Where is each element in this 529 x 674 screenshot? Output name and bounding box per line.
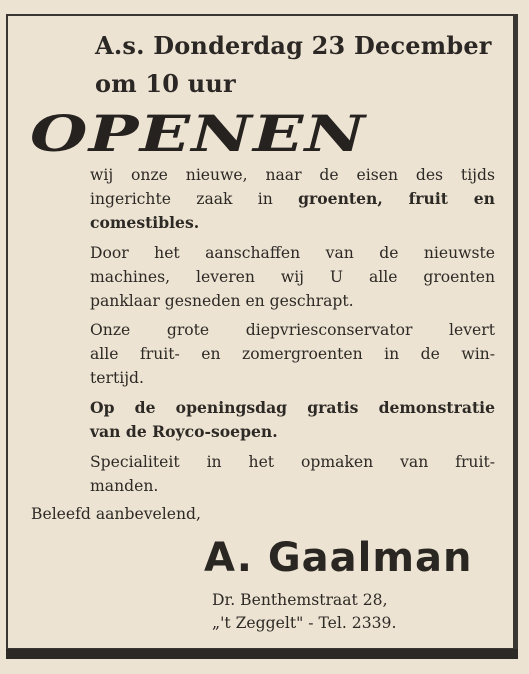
text-line: [90, 187, 495, 211]
time-heading: om 10 uur: [95, 69, 236, 98]
paragraph-speciality: [90, 450, 495, 498]
openen-headline: OPENEN: [30, 104, 367, 163]
closing-line: Beleefd aanbevelend,: [31, 505, 201, 523]
address-street: Dr. Benthemstraat 28,: [212, 591, 388, 609]
text-line: manden.: [90, 477, 159, 495]
text-line: alle fruit- en zomergroenten in de win-: [90, 345, 495, 363]
text-fragment: ingerichte zaak in: [90, 190, 299, 208]
paragraph-freezer: [90, 318, 495, 390]
bottom-rule: [6, 649, 518, 659]
text-line: panklaar gesneden en geschrapt.: [90, 292, 354, 310]
text-line: Onze grote diepvriesconservator levert: [90, 321, 495, 339]
paragraph-machines: [90, 241, 495, 313]
text-line: Specialiteit in het opmaken van fruit-: [90, 453, 495, 471]
shop-owner-name: A. Gaalman: [204, 535, 473, 581]
text-line: van de Royco-soepen.: [90, 422, 278, 441]
text-line: Door het aanschaffen van de nieuwste: [90, 244, 495, 262]
paragraph-opening: [90, 163, 495, 235]
paragraph-demonstration: [90, 396, 495, 444]
text-line: comestibles.: [90, 213, 200, 232]
date-heading: A.s. Donderdag 23 December: [95, 31, 492, 60]
text-line: wij onze nieuwe, naar de eisen des tijds: [90, 166, 495, 184]
text-line: tertijd.: [90, 369, 144, 387]
text-bold-fragment: groenten, fruit en: [298, 189, 495, 208]
text-line: Op de openingsdag gratis demonstratie: [90, 398, 495, 417]
address-telephone: „'t Zeggelt" - Tel. 2339.: [212, 614, 397, 632]
text-line: machines, leveren wij U alle groenten: [90, 268, 495, 286]
